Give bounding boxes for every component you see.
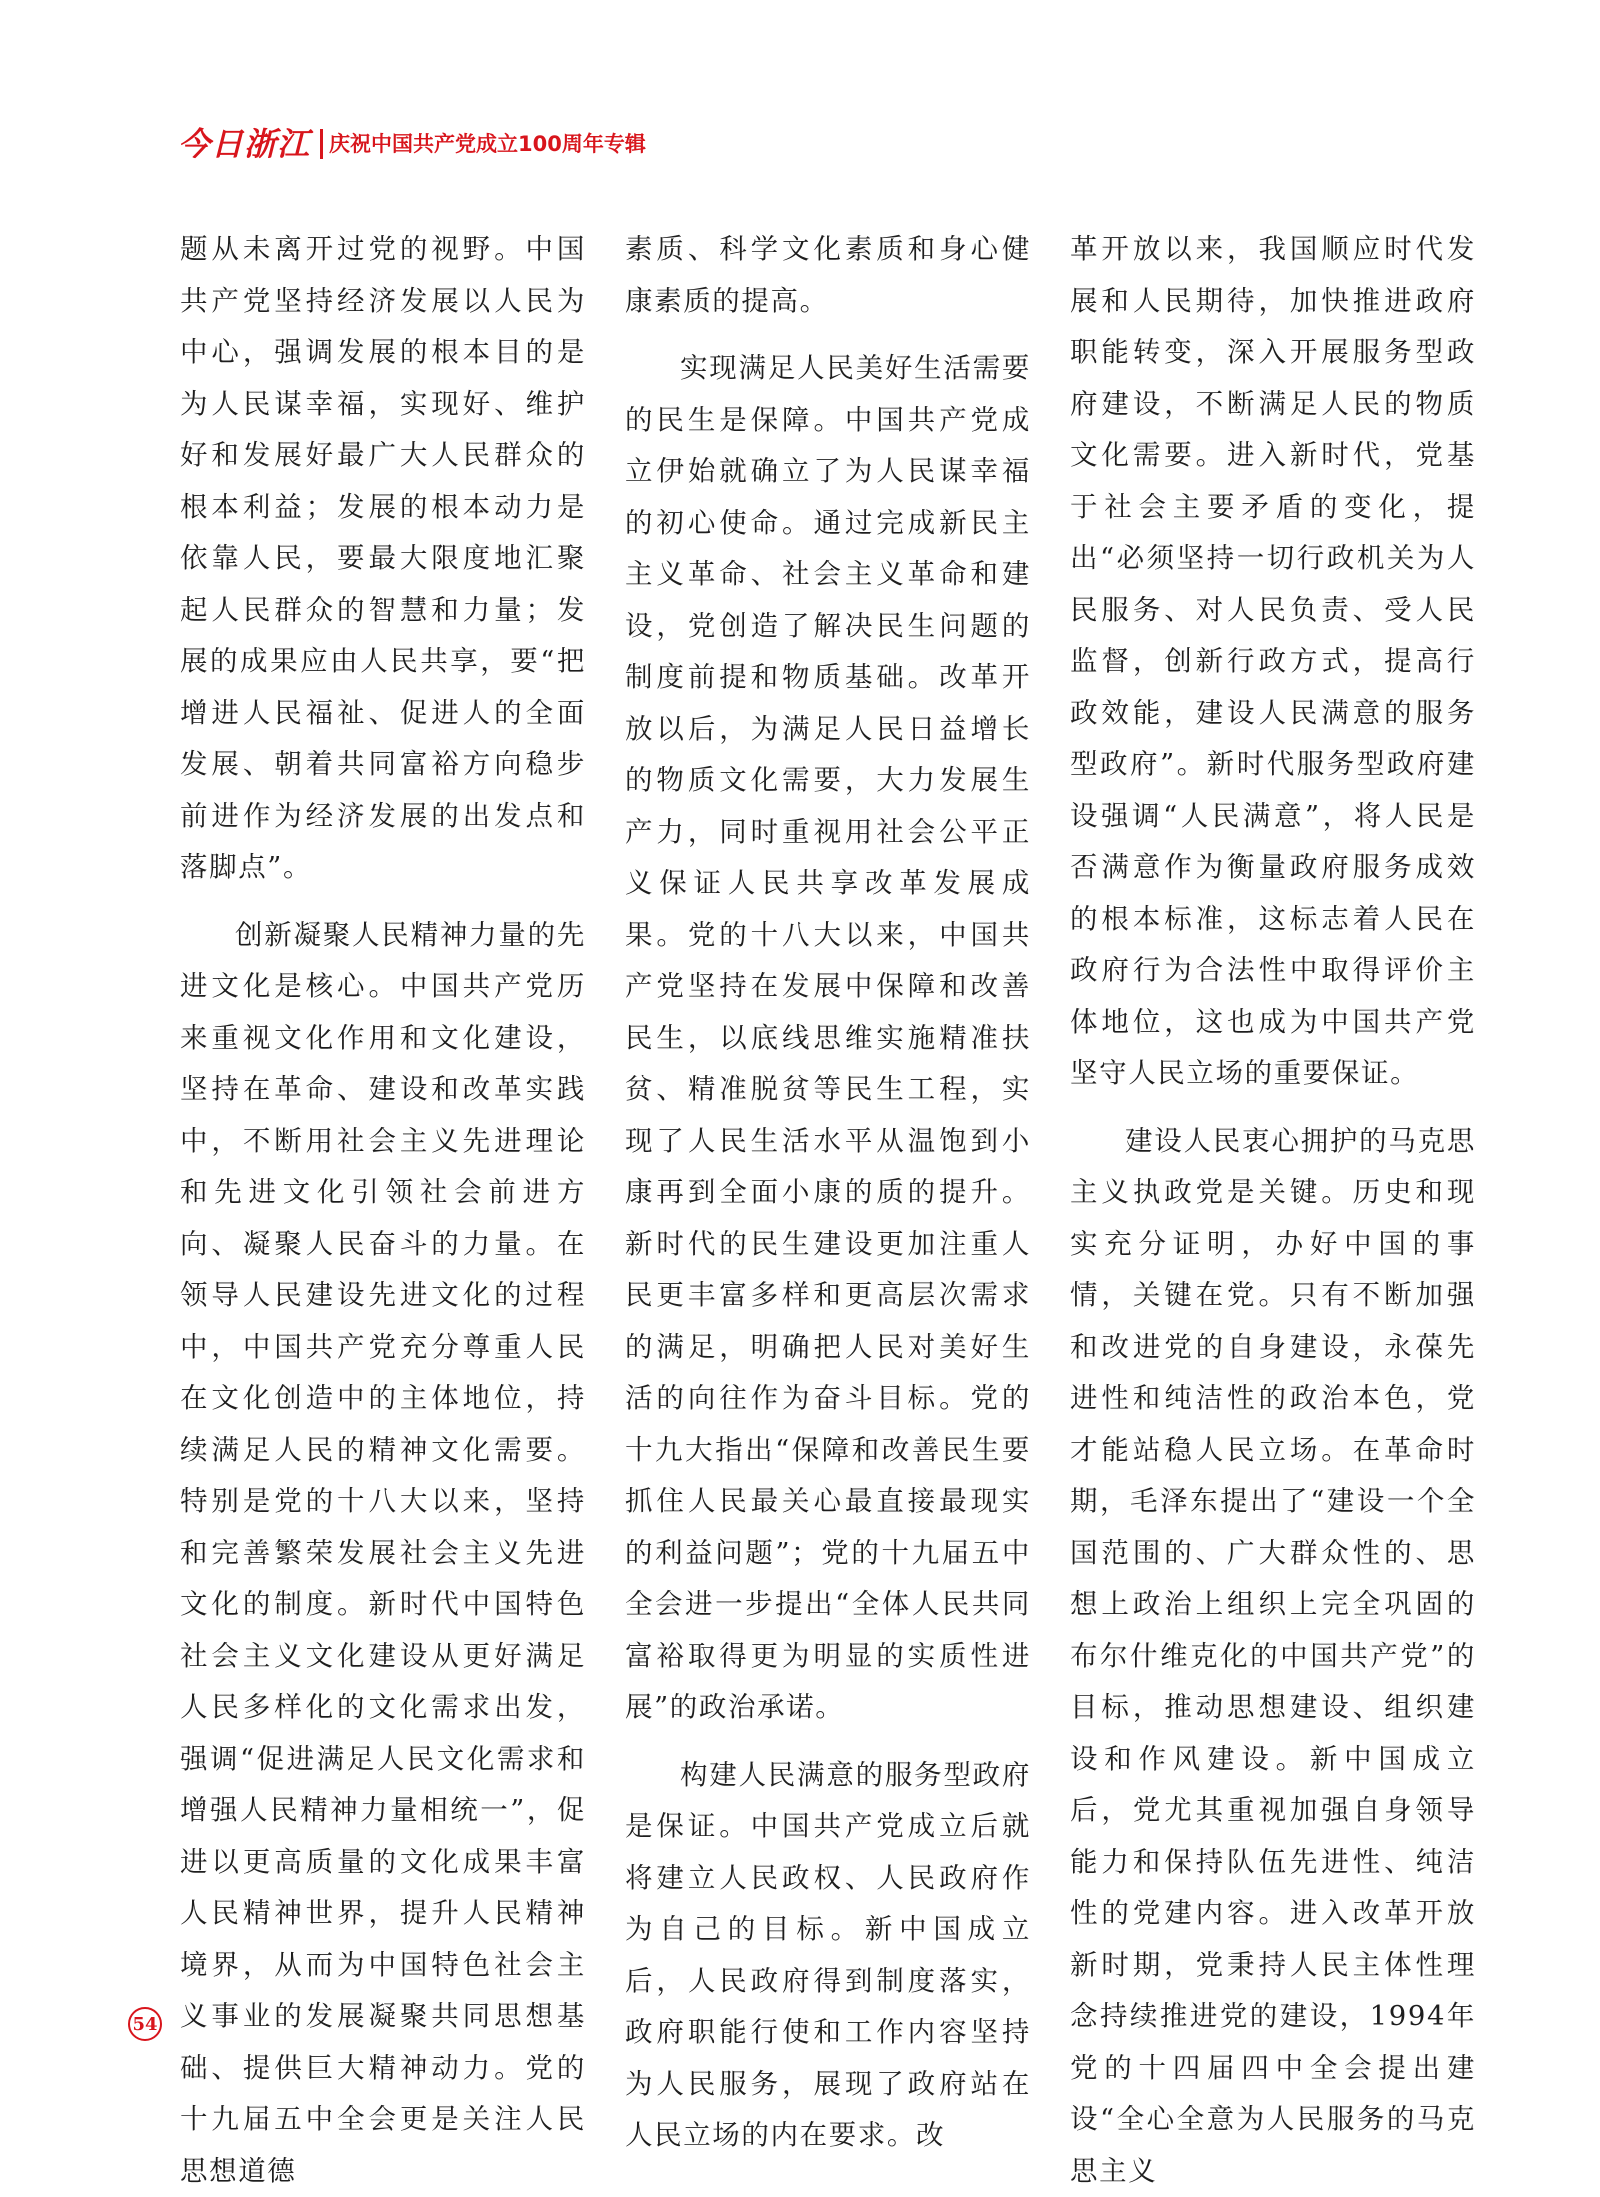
article-body bbox=[180, 224, 1476, 1964]
paragraph: 革开放以来，我国顺应时代发展和人民期待，加快推进政府职能转变，深入开展服务型政府建设，不断满足人民的物质文化需要。进入新时代，党基于社会主要矛盾的变化，提出“必须坚持一切行政机关为人民服务、对人民负责、受人民监督，创新行政方式，提高行政效能，建设人民满意的服务型政府”。新时代服务型政府建设强调“人民满意”，将人民是否满意作为衡量政府服务成效的根本标准，这标志着人民在政府行为合法性中取得评价主体地位，这也成为中国共产党坚守人民立场的重要保证。 bbox=[1070, 224, 1476, 1100]
paragraph: 实现满足人民美好生活需要的民生是保障。中国共产党成立伊始就确立了为人民谋幸福的初心使命。通过完成新民主主义革命、社会主义革命和建设，党创造了解决民生问题的制度前提和物质基础。改革开放以后，为满足人民日益增长的物质文化需要，大力发展生产力，同时重视用社会公平正义保证人民共享改革发展成果。党的十八大以来，中国共产党坚持在发展中保障和改善民生，以底线思维实施精准扶贫、精准脱贫等民生工程，实现了人民生活水平从温饱到小康再到全面小康的质的提升。新时代的民生建设更加注重人民更丰富多样和更高层次需求的满足，明确把人民对美好生活的向往作为奋斗目标。党的十九大指出“保障和改善民生要抓住人民最关心最直接最现实的利益问题”；党的十九届五中全会进一步提出“全体人民共同富裕取得更为明显的实质性进展”的政治承诺。 bbox=[625, 343, 1031, 1734]
page-header bbox=[178, 126, 646, 162]
section-title: 庆祝中国共产党成立100周年专辑 bbox=[329, 126, 646, 162]
text-column-3 bbox=[1070, 224, 1476, 1964]
text-column-1 bbox=[180, 224, 586, 1964]
page-number: 54 bbox=[128, 2007, 162, 2041]
paragraph: 素质、科学文化素质和身心健康素质的提高。 bbox=[625, 224, 1031, 327]
paragraph: 题从未离开过党的视野。中国共产党坚持经济发展以人民为中心，强调发展的根本目的是为人民谋幸福，实现好、维护好和发展好最广大人民群众的根本利益；发展的根本动力是依靠人民，要最大限度地汇聚起人民群众的智慧和力量；发展的成果应由人民共享，要“把增进人民福祉、促进人的全面发展、朝着共同富裕方向稳步前进作为经济发展的出发点和落脚点”。 bbox=[180, 224, 586, 894]
paragraph: 创新凝聚人民精神力量的先进文化是核心。中国共产党历来重视文化作用和文化建设，坚持在革命、建设和改革实践中，不断用社会主义先进理论和先进文化引领社会前进方向、凝聚人民奋斗的力量。在领导人民建设先进文化的过程中，中国共产党充分尊重人民在文化创造中的主体地位，持续满足人民的精神文化需要。特别是党的十八大以来，坚持和完善繁荣发展社会主义先进文化的制度。新时代中国特色社会主义文化建设从更好满足人民多样化的文化需求出发，强调“促进满足人民文化需求和增强人民精神力量相统一”，促进以更高质量的文化成果丰富人民精神世界，提升人民精神境界，从而为中国特色社会主义事业的发展凝聚共同思想基础、提供巨大精神动力。党的十九届五中全会更是关注人民思想道德 bbox=[180, 910, 586, 2197]
paragraph: 建设人民衷心拥护的马克思主义执政党是关键。历史和现实充分证明，办好中国的事情，关键在党。只有不断加强和改进党的自身建设，永葆先进性和纯洁性的政治本色，党才能站稳人民立场。在革命时期，毛泽东提出了“建设一个全国范围的、广大群众性的、思想上政治上组织上完全巩固的布尔什维克化的中国共产党”的目标，推动思想建设、组织建设和作风建设。新中国成立后，党尤其重视加强自身领导能力和保持队伍先进性、纯洁性的党建内容。进入改革开放新时期，党秉持人民主体性理念持续推进党的建设，1994年党的十四届四中全会提出建设“全心全意为人民服务的马克思主义 bbox=[1070, 1116, 1476, 2197]
text-column-2 bbox=[625, 224, 1031, 1964]
header-divider bbox=[320, 129, 323, 159]
paragraph: 构建人民满意的服务型政府是保证。中国共产党成立后就将建立人民政权、人民政府作为自己的目标。新中国成立后，人民政府得到制度落实，政府职能行使和工作内容坚持为人民服务，展现了政府站在人民立场的内在要求。改 bbox=[625, 1750, 1031, 2162]
magazine-logo: 今日浙江 bbox=[178, 126, 310, 162]
